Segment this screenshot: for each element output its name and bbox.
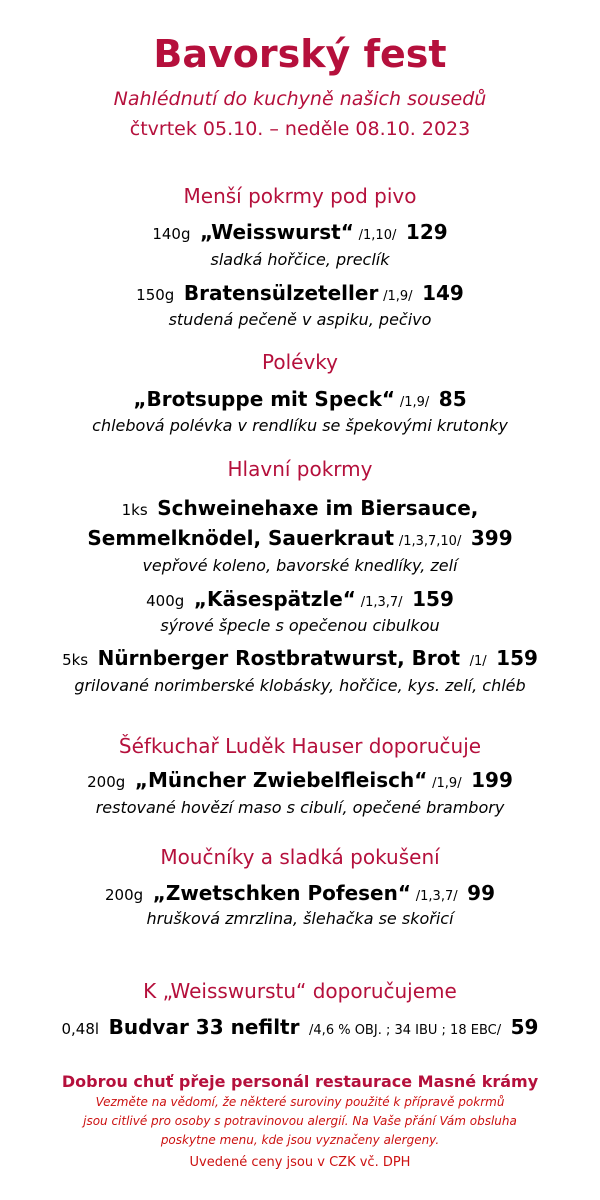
- item-qty: 200g: [104, 886, 144, 904]
- item-name: „Müncher Zwiebelfleisch“: [134, 768, 428, 792]
- item-name: „Käsespätzle“: [193, 587, 356, 611]
- item-name-line2: Semmelknödel, Sauerkraut: [87, 526, 395, 550]
- allergen-note-line1: Vezměte na vědomí, že některé suroviny použité k přípravě pokrmů: [95, 1095, 505, 1109]
- item-allergens: /1,3,7/: [360, 595, 403, 610]
- item-qty: 5ks: [62, 651, 89, 669]
- item-price: 85: [438, 387, 467, 411]
- item-qty: 140g: [152, 225, 191, 243]
- item-qty: 0,48l: [61, 1020, 100, 1038]
- item-price: 159: [496, 646, 538, 670]
- item-name: Nürnberger Rostbratwurst: [97, 646, 398, 670]
- menu-item-brotsuppe: [0, 387, 600, 411]
- menu-item-pofesen: [0, 881, 600, 905]
- item-price: 129: [405, 220, 448, 244]
- item-name: „Brotsuppe mit Speck“: [133, 387, 396, 411]
- item-allergens: /1,3,7/: [415, 889, 458, 904]
- footer-greeting: Dobrou chuť přeje personál restaurace Masné krámy: [61, 1072, 539, 1091]
- section-title-beer: K „Weisswurstu“ doporučujeme: [143, 979, 457, 1003]
- item-price: 99: [467, 881, 495, 905]
- item-allergens: /1,3,7,10/: [398, 534, 462, 549]
- item-allergens: /1,9/: [432, 776, 462, 791]
- item-description: sladká hořčice, preclík: [210, 250, 390, 269]
- item-description: vepřové koleno, bavorské knedlíky, zelí: [142, 556, 458, 575]
- item-name: „Zwetschken Pofesen“: [152, 881, 411, 905]
- item-description: sýrové špecle s opečenou cibulkou: [160, 616, 440, 635]
- allergen-note-line3: poskytne menu, kde jsou vyznačeny alergeny.: [160, 1133, 440, 1147]
- section-title-chef: Šéfkuchař Luděk Hauser doporučuje: [118, 734, 482, 758]
- menu-item-rostbratwurst: [0, 646, 600, 670]
- item-allergens: /1/: [469, 654, 487, 669]
- section-title-mains: Hlavní pokrmy: [227, 457, 373, 481]
- item-name-suffix: , Brot: [397, 646, 461, 670]
- menu-item-zwiebelfleisch: [0, 768, 600, 792]
- section-title-soups: Polévky: [262, 350, 338, 374]
- page-subtitle: Nahlédnutí do kuchyně našich sousedů: [113, 88, 487, 110]
- section-title-desserts: Moučníky a sladká pokušení: [160, 845, 440, 869]
- item-allergens: /1,9/: [383, 289, 413, 304]
- item-qty: 1ks: [121, 501, 148, 519]
- item-description: hrušková zmrzlina, šlehačka se skořicí: [146, 909, 454, 928]
- prices-note: Uvedené ceny jsou v CZK vč. DPH: [189, 1155, 411, 1170]
- item-name: „Weisswurst“: [200, 220, 354, 244]
- item-allergens: /1,10/: [358, 228, 397, 243]
- menu-item-kasespatzle: [0, 587, 600, 611]
- item-qty: 200g: [87, 773, 126, 791]
- item-price: 199: [471, 768, 513, 792]
- event-dates: čtvrtek 05.10. – neděle 08.10. 2023: [129, 118, 471, 140]
- menu-item-bratensulzeteller: [0, 281, 600, 305]
- page-title: Bavorský fest: [153, 32, 447, 76]
- item-price: 159: [412, 587, 454, 611]
- item-allergens: /1,9/: [399, 395, 430, 410]
- item-parameters: /4,6 % OBJ. ; 34 IBU ; 18 EBC/: [309, 1023, 502, 1038]
- section-title-small-dishes: Menší pokrmy pod pivo: [183, 184, 417, 208]
- item-price: 149: [422, 281, 464, 305]
- item-name: Budvar 33 nefiltr: [108, 1015, 300, 1039]
- item-description: grilované norimberské klobásky, hořčice, kys. zelí, chléb: [74, 676, 526, 695]
- item-description: chlebová polévka v rendlíku se špekovými krutonky: [92, 416, 508, 435]
- item-qty: 150g: [136, 286, 175, 304]
- item-price: 399: [470, 526, 513, 550]
- menu-item-budvar: [0, 1015, 600, 1039]
- menu-item-weisswurst: [0, 220, 600, 244]
- item-name-line1: Schweinehaxe im Biersauce,: [157, 496, 479, 520]
- item-name: Bratensülzeteller: [183, 281, 379, 305]
- item-description: studená pečeně v aspiku, pečivo: [168, 310, 432, 329]
- item-qty: 400g: [146, 592, 185, 610]
- item-price: 59: [510, 1015, 539, 1039]
- menu-item-schweinehaxe: [0, 496, 600, 520]
- allergen-note-line2: jsou citlivé pro osoby s potravinovou alergií. Na Vaše přání Vám obsluha: [83, 1114, 517, 1128]
- menu-item-schweinehaxe-line2: [0, 526, 600, 550]
- item-description: restované hovězí maso s cibulí, opečené brambory: [95, 798, 505, 817]
